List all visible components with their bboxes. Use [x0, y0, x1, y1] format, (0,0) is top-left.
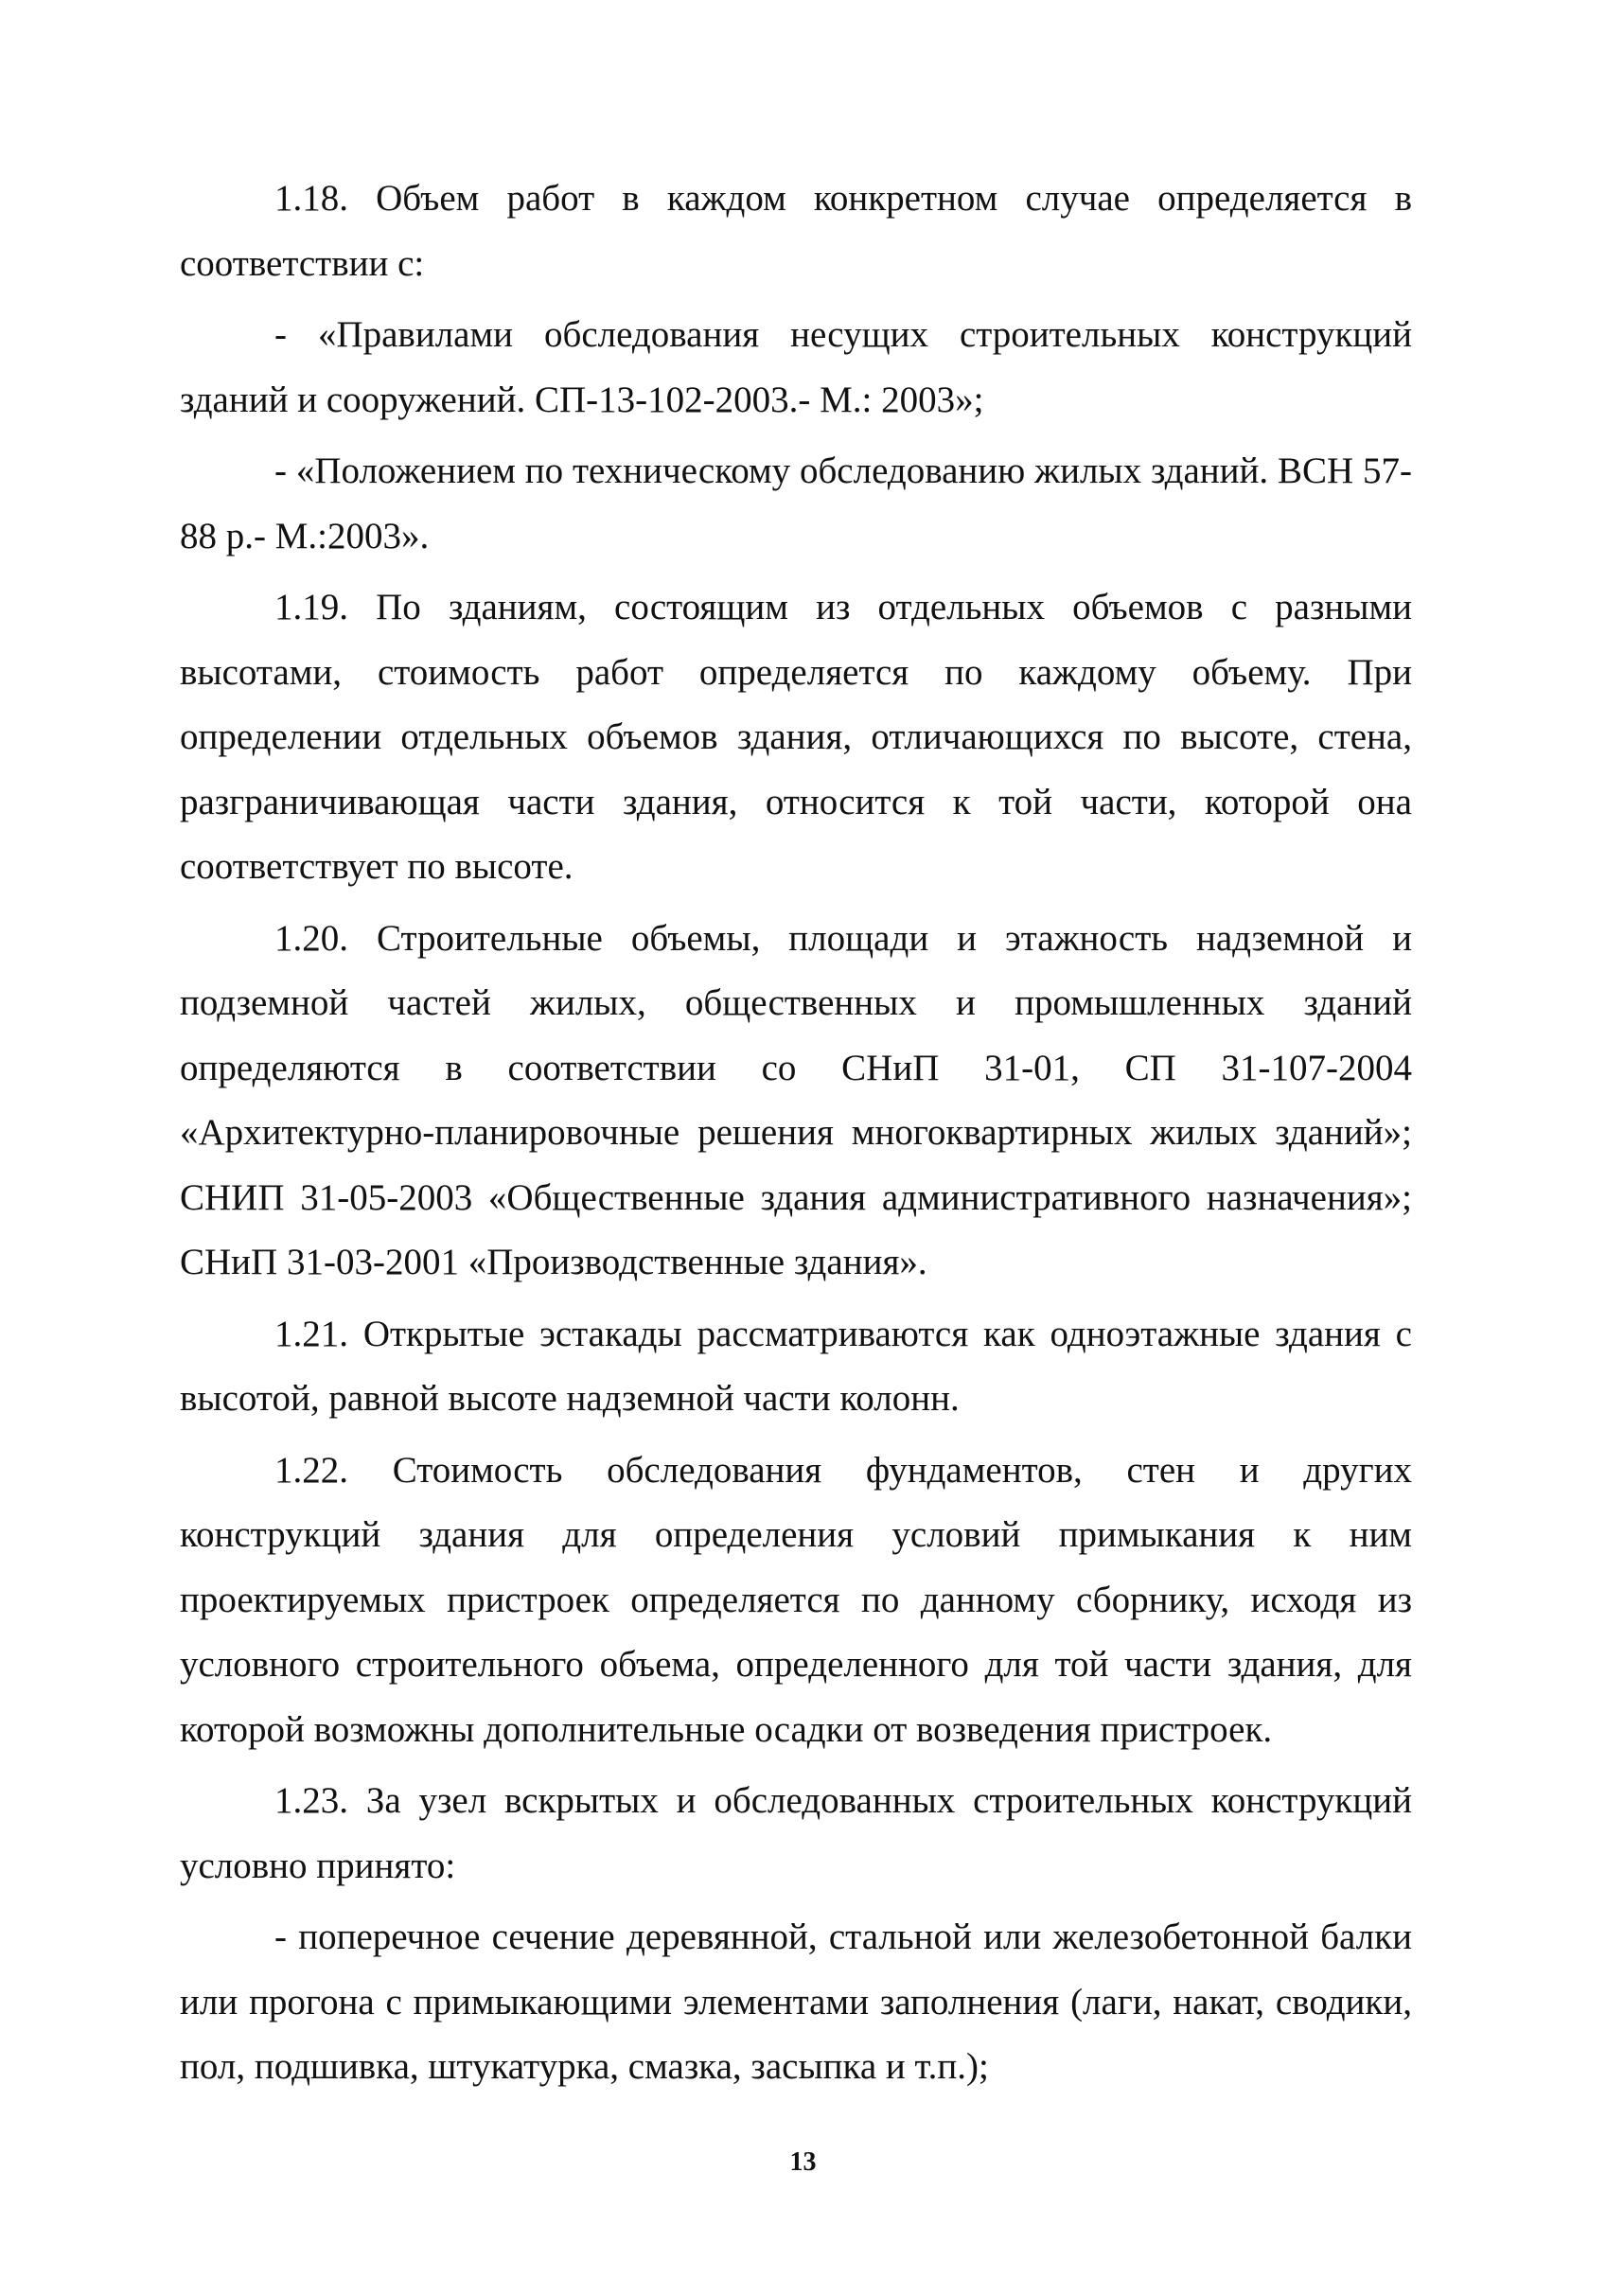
paragraph-1-20: 1.20. Строительные объемы, площади и этажность надземной и подземной частей жилых, общественных и промышленных зданий определяются в соответствии со СНиП 31-01, СП 31-107-2004 «Архитектурно-планировочные решения многоквартирных жилых зданий»; СНИП 31-05-2003 «Общественные здания административного назначения»; СНиП 31-03-2001 «Производственные здания».: [180, 917, 1412, 1282]
document-body: [180, 167, 1412, 2100]
list-item-sp-13-102: - «Правилами обследования несущих строительных конструкций зданий и сооружений. СП-13-102-2003.- М.: 2003»;: [180, 314, 1412, 420]
paragraph-1-22: 1.22. Стоимость обследования фундаментов, стен и других конструкций здания для определения условий примыкания к ним проектируемых пристроек определяется по данному сборнику, исходя из условного строительного объема, определенного для той части здания, для которой возможны дополнительные осадки от возведения пристроек.: [180, 1449, 1412, 1750]
list-item-vsn-57-88: - «Положением по техническому обследованию жилых зданий. ВСН 57-88 р.- М.:2003».: [180, 450, 1412, 556]
paragraph-1-18: 1.18. Объем работ в каждом конкретном случае определяется в соответствии с:: [180, 178, 1412, 284]
list-item-cross-section: - поперечное сечение деревянной, стальной или железобетонной балки или прогона с примыкающими элементами заполнения (лаги, накат, сводики, пол, подшивка, штукатурка, смазка, засыпка и т.п.);: [180, 1916, 1412, 2087]
paragraph-1-21: 1.21. Открытые эстакады рассматриваются как одноэтажные здания с высотой, равной высоте надземной части колонн.: [180, 1313, 1412, 1419]
paragraph-1-23: 1.23. За узел вскрытых и обследованных строительных конструкций условно принято:: [180, 1780, 1412, 1886]
paragraph-1-19: 1.19. По зданиям, состоящим из отдельных объемов с разными высотами, стоимость работ определяется по каждому объему. При определении отдельных объемов здания, отличающихся по высоте, стена, разграничивающая части здания, относится к той части, которой она соответствует по высоте.: [180, 587, 1412, 887]
page-number: 13: [789, 2147, 817, 2177]
